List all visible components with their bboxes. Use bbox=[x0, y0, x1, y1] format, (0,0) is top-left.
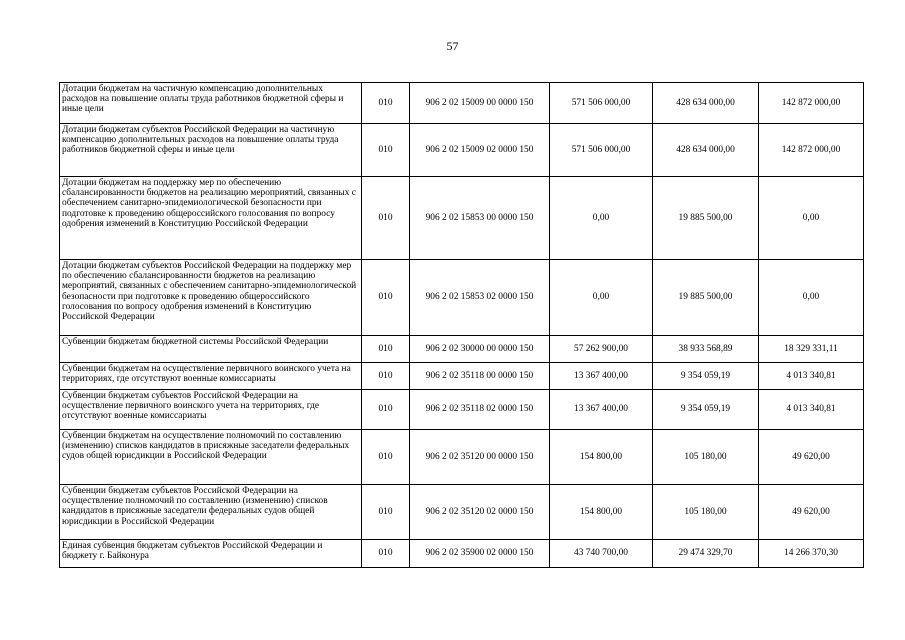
row-name: Дотации бюджетам на поддержку мер по обеспечению сбалансированности бюджетов на реализацию мероприятий, связанных с обеспечением санитарно-эпидемиологической безопасности при подготовке к проведению общероссийского голосования по вопросу одобрения изменений в Конституцию Российской Федерации bbox=[60, 177, 362, 260]
table-row bbox=[60, 260, 864, 336]
table-row bbox=[60, 336, 864, 363]
row-value-1: 0,00 bbox=[550, 260, 653, 336]
row-code: 010 bbox=[362, 430, 410, 485]
table-row bbox=[60, 540, 864, 568]
row-value-2: 428 634 000,00 bbox=[653, 124, 759, 177]
row-name: Субвенции бюджетам на осуществление полномочий по составлению (изменению) списков кандидатов в присяжные заседатели федеральных судов общей юрисдикции в Российской Федерации bbox=[60, 430, 362, 485]
table-row bbox=[60, 430, 864, 485]
row-value-3: 14 266 370,30 bbox=[759, 540, 864, 568]
row-kbk: 906 2 02 35120 00 0000 150 bbox=[410, 430, 550, 485]
row-value-2: 19 885 500,00 bbox=[653, 260, 759, 336]
budget-table bbox=[59, 82, 864, 568]
row-name: Субвенции бюджетам субъектов Российской Федерации на осуществление полномочий по составлению (изменению) списков кандидатов в присяжные заседатели федеральных судов общей юрисдикции в Российской Федерации bbox=[60, 485, 362, 540]
table-row bbox=[60, 83, 864, 124]
row-value-3: 0,00 bbox=[759, 177, 864, 260]
row-value-2: 105 180,00 bbox=[653, 430, 759, 485]
table-row bbox=[60, 485, 864, 540]
row-code: 010 bbox=[362, 363, 410, 390]
row-code: 010 bbox=[362, 390, 410, 430]
row-name: Субвенции бюджетам на осуществление первичного воинского учета на территориях, где отсутствуют военные комиссариаты bbox=[60, 363, 362, 390]
row-value-2: 9 354 059,19 bbox=[653, 363, 759, 390]
row-code: 010 bbox=[362, 260, 410, 336]
page-number: 57 bbox=[446, 39, 459, 53]
row-value-3: 4 013 340,81 bbox=[759, 390, 864, 430]
row-value-3: 18 329 331,11 bbox=[759, 336, 864, 363]
row-code: 010 bbox=[362, 485, 410, 540]
row-value-3: 142 872 000,00 bbox=[759, 83, 864, 124]
row-value-2: 38 933 568,89 bbox=[653, 336, 759, 363]
row-value-1: 13 367 400,00 bbox=[550, 390, 653, 430]
row-kbk: 906 2 02 15853 00 0000 150 bbox=[410, 177, 550, 260]
row-kbk: 906 2 02 30000 00 0000 150 bbox=[410, 336, 550, 363]
row-value-1: 0,00 bbox=[550, 177, 653, 260]
row-name: Дотации бюджетам на частичную компенсацию дополнительных расходов на повышение оплаты труда работников бюджетной сферы и иные цели bbox=[60, 83, 362, 124]
table-row bbox=[60, 124, 864, 177]
row-kbk: 906 2 02 35118 00 0000 150 bbox=[410, 363, 550, 390]
row-value-2: 19 885 500,00 bbox=[653, 177, 759, 260]
table-row bbox=[60, 363, 864, 390]
row-value-1: 571 506 000,00 bbox=[550, 83, 653, 124]
row-name: Субвенции бюджетам бюджетной системы Российской Федерации bbox=[60, 336, 362, 363]
row-value-2: 29 474 329,70 bbox=[653, 540, 759, 568]
row-name: Единая субвенция бюджетам субъектов Российской Федерации и бюджету г. Байконура bbox=[60, 540, 362, 568]
row-kbk: 906 2 02 15853 02 0000 150 bbox=[410, 260, 550, 336]
row-value-1: 13 367 400,00 bbox=[550, 363, 653, 390]
row-value-3: 49 620,00 bbox=[759, 485, 864, 540]
row-kbk: 906 2 02 15009 00 0000 150 bbox=[410, 83, 550, 124]
row-name: Дотации бюджетам субъектов Российской Федерации на частичную компенсацию дополнительных расходов на повышение оплаты труда работников бюджетной сферы и иные цели bbox=[60, 124, 362, 177]
row-value-3: 142 872 000,00 bbox=[759, 124, 864, 177]
table-row bbox=[60, 390, 864, 430]
row-kbk: 906 2 02 35118 02 0000 150 bbox=[410, 390, 550, 430]
row-code: 010 bbox=[362, 177, 410, 260]
row-value-3: 49 620,00 bbox=[759, 430, 864, 485]
row-name: Дотации бюджетам субъектов Российской Федерации на поддержку мер по обеспечению сбалансированности бюджетов на реализацию мероприятий, связанных с обеспечением санитарно-эпидемиологической безопасности при подготовке к проведению общероссийского голосования по вопросу одобрения изменений в Конституцию Российской Федерации bbox=[60, 260, 362, 336]
row-value-2: 428 634 000,00 bbox=[653, 83, 759, 124]
row-value-3: 4 013 340,81 bbox=[759, 363, 864, 390]
row-value-2: 105 180,00 bbox=[653, 485, 759, 540]
row-value-1: 154 800,00 bbox=[550, 485, 653, 540]
row-value-1: 43 740 700,00 bbox=[550, 540, 653, 568]
row-kbk: 906 2 02 35120 02 0000 150 bbox=[410, 485, 550, 540]
row-code: 010 bbox=[362, 83, 410, 124]
row-code: 010 bbox=[362, 124, 410, 177]
table-row bbox=[60, 177, 864, 260]
row-kbk: 906 2 02 35900 02 0000 150 bbox=[410, 540, 550, 568]
row-value-1: 571 506 000,00 bbox=[550, 124, 653, 177]
row-code: 010 bbox=[362, 540, 410, 568]
row-kbk: 906 2 02 15009 02 0000 150 bbox=[410, 124, 550, 177]
row-value-3: 0,00 bbox=[759, 260, 864, 336]
row-value-1: 154 800,00 bbox=[550, 430, 653, 485]
row-name: Субвенции бюджетам субъектов Российской Федерации на осуществление первичного воинского учета на территориях, где отсутствуют военные комиссариаты bbox=[60, 390, 362, 430]
row-value-2: 9 354 059,19 bbox=[653, 390, 759, 430]
row-code: 010 bbox=[362, 336, 410, 363]
row-value-1: 57 262 900,00 bbox=[550, 336, 653, 363]
